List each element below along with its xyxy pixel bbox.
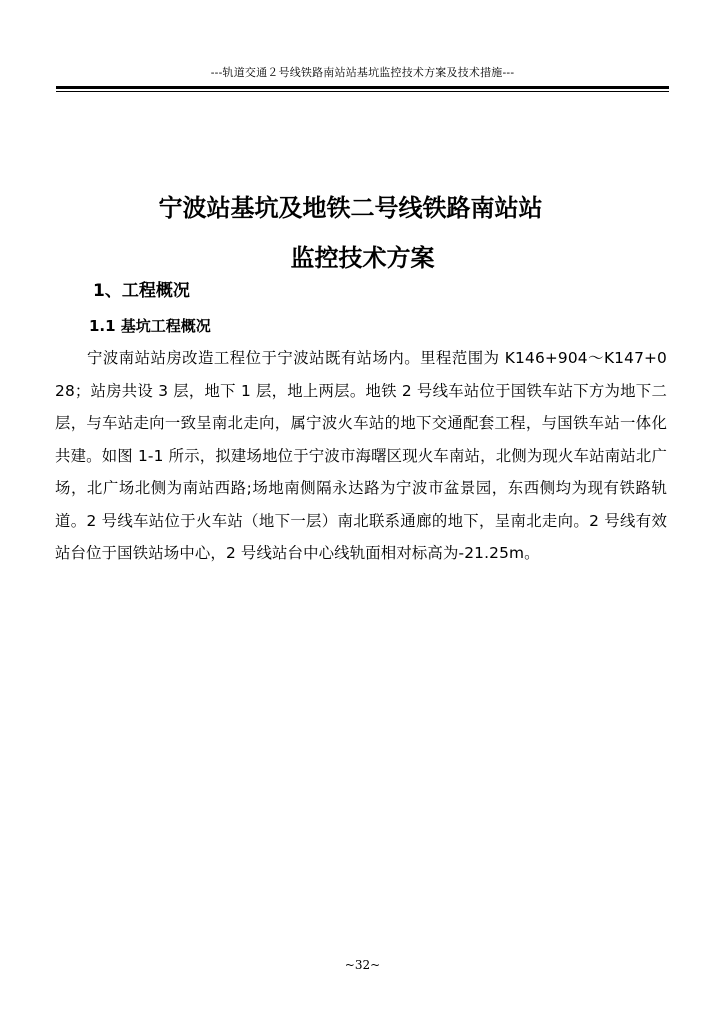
header-rule-thin	[56, 91, 669, 92]
page-number: ~32~	[344, 958, 381, 972]
document-title-line-1: 宁波站基坑及地铁二号线铁路南站站	[158, 194, 543, 222]
section-heading: 1、工程概况	[93, 281, 190, 301]
subsection-heading: 1.1 基坑工程概况	[89, 317, 211, 335]
document-title-line-2: 监控技术方案	[290, 244, 435, 272]
body-paragraph: 宁波南站站房改造工程位于宁波站既有站场内。里程范围为 K146+904～K147+028；站房共设 3 层，地下 1 层，地上两层。地铁 2 号线车站位于国铁车站下方为地下二层，与车站走向一致呈南北走向，属宁波火车站的地下交通配套工程，与国铁车站一体化共建。如图 1-1 所示，拟建场地位于宁波市海曙区现火车南站，北侧为现火车站南站北广场，北广场北侧为南站西路;场地南侧隔永达路为宁波市盆景园，东西侧均为现有铁路轨道。2 号线车站位于火车站（地下一层）南北联系通廊的地下，呈南北走向。2 号线有效站台位于国铁站场中心，2 号线站台中心线轨面相对标高为-21.25m。	[55, 349, 667, 562]
header-rule-thick	[56, 86, 669, 89]
running-header: ---轨道交通２号线铁路南站站基坑监控技术方案及技术措施---	[210, 66, 515, 79]
